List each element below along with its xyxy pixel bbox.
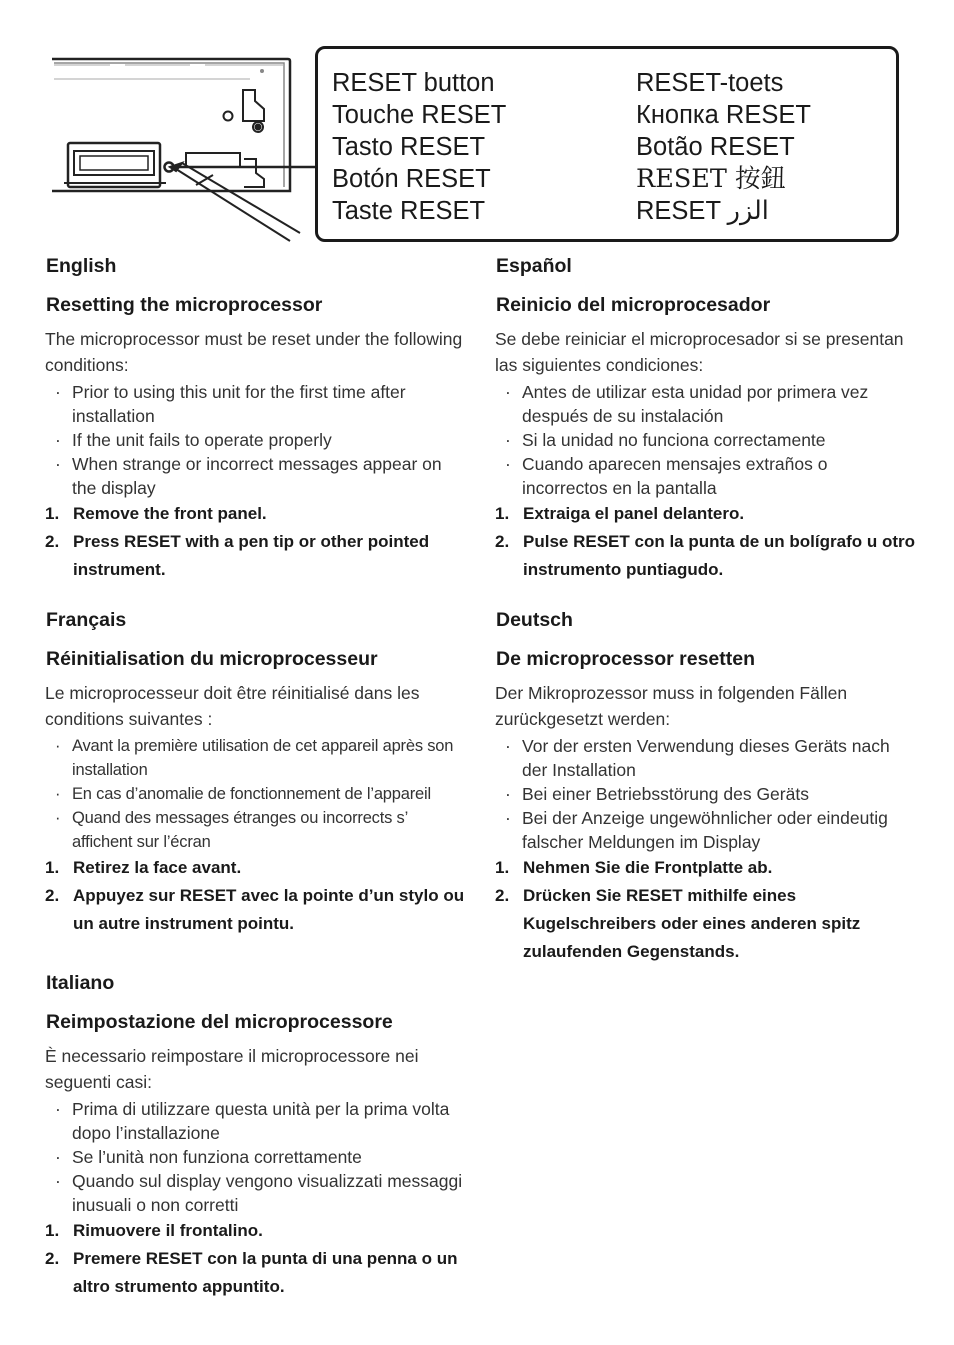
list-item: · Prima di utilizzare questa unità per la prima volta dopo l’installazione — [45, 1097, 465, 1145]
label-reset-button-de: Taste RESET — [332, 197, 486, 225]
reset-label-box — [315, 46, 899, 242]
step-text-pre: Appuyez sur — [73, 886, 180, 905]
condition-list — [495, 734, 915, 854]
step-item — [45, 500, 465, 528]
step-text-post: con la punta di una penna o un altro strumento appuntito. — [73, 1249, 458, 1296]
step-text: Remove the front panel. — [73, 504, 267, 523]
list-item: · Cuando aparecen mensajes extraños o incorrectos en la pantalla — [495, 452, 915, 500]
section-language: Español — [496, 255, 572, 277]
step-keyword: RESET — [179, 886, 237, 905]
condition-list — [45, 380, 465, 500]
list-item: · En cas d’anomalie de fonctionnement de l’appareil — [45, 782, 465, 806]
step-item — [45, 1217, 465, 1245]
label-reset-button-zh: RESET 按鈕 — [636, 164, 787, 194]
step-number: 2. — [495, 532, 510, 551]
step-number: 2. — [495, 886, 510, 905]
list-item: · Quand des messages étranges ou incorrects s’ affichent sur l’écran — [45, 806, 465, 854]
list-item: · Vor der ersten Verwendung dieses Geräts nach der Installation — [495, 734, 915, 782]
condition-list — [495, 380, 915, 500]
list-item: · Prior to using this unit for the first time after installation — [45, 380, 465, 428]
step-text-post: avec la pointe d’un stylo ou un autre instrument pointu. — [73, 886, 465, 933]
section-intro: Se debe reiniciar el microprocesador si se presentan las siguientes condiciones: — [495, 329, 904, 375]
section-francais — [45, 609, 465, 938]
step-number: 1. — [45, 504, 60, 523]
step-text: Nehmen Sie die Frontplatte ab. — [523, 858, 773, 877]
step-keyword: RESET — [145, 1249, 203, 1268]
section-language: Italiano — [46, 972, 115, 994]
step-text-pre: Press — [73, 532, 125, 551]
step-keyword: RESET — [124, 532, 181, 551]
step-item — [45, 528, 465, 584]
section-english — [45, 255, 465, 584]
list-item: · Quando sul display vengono visualizzati messaggi inusuali o non corretti — [45, 1169, 465, 1217]
step-keyword: RESET — [573, 532, 630, 551]
step-item — [495, 500, 915, 528]
step-item — [495, 528, 915, 584]
section-espanol — [495, 255, 915, 584]
step-text-pre: Drücken Sie — [523, 886, 626, 905]
section-heading: Resetting the microprocessor — [46, 294, 323, 316]
condition-list — [45, 1097, 465, 1217]
head-unit-reset-illustration — [50, 55, 318, 245]
label-reset-button-ar: RESET الزر — [636, 197, 769, 225]
labels-left-column — [332, 67, 506, 227]
list-item: · Si la unidad no funciona correctamente — [495, 428, 915, 452]
section-intro: È necessario reimpostare il microprocessore nei seguenti casi: — [45, 1046, 419, 1092]
step-item — [45, 854, 465, 882]
step-text: Retirez la face avant. — [73, 858, 242, 877]
section-heading: Reimpostazione del microprocessore — [46, 1011, 393, 1033]
label-reset-button-es: Botón RESET — [332, 165, 491, 193]
section-language: Deutsch — [496, 609, 573, 631]
step-number: 2. — [45, 886, 60, 905]
label-reset-button-fr: Touche RESET — [332, 101, 507, 129]
label-reset-button-nl: RESET-toets — [636, 69, 784, 97]
list-item: · Antes de utilizar esta unidad por primera vez después de su instalación — [495, 380, 915, 428]
section-language: English — [46, 255, 117, 277]
list-item: · If the unit fails to operate properly — [45, 428, 465, 452]
section-heading: Reinicio del microprocesador — [496, 294, 771, 316]
section-intro: The microprocessor must be reset under the following conditions: — [45, 329, 463, 375]
step-number: 1. — [45, 1221, 60, 1240]
step-list — [45, 1217, 465, 1301]
list-item: · When strange or incorrect messages appear on the display — [45, 452, 465, 500]
section-deutsch — [495, 609, 915, 966]
step-text-post: con la punta de un bolígrafo u otro instrumento puntiagudo. — [523, 532, 915, 579]
step-number: 1. — [495, 858, 510, 877]
list-item: · Avant la première utilisation de cet appareil après son installation — [45, 734, 465, 782]
step-number: 2. — [45, 532, 60, 551]
step-list — [45, 500, 465, 584]
section-intro: Der Mikroprozessor muss in folgenden Fällen zurückgesetzt werden: — [495, 683, 848, 729]
section-italiano — [45, 972, 465, 1301]
step-text-post: mithilfe eines Kugelschreibers oder eines anderen spitz zulaufenden Gegenstands. — [523, 886, 861, 961]
list-item: · Bei der Anzeige ungewöhnlicher oder eindeutig falscher Meldungen im Display — [495, 806, 915, 854]
section-language: Français — [46, 609, 127, 631]
step-number: 1. — [45, 858, 60, 877]
labels-right-column — [636, 67, 811, 227]
condition-list — [45, 734, 465, 854]
section-heading: De microprocessor resetten — [496, 648, 756, 670]
step-keyword: RESET — [626, 886, 683, 905]
step-list — [45, 854, 465, 938]
step-text: Extraiga el panel delantero. — [523, 504, 745, 523]
step-number: 2. — [45, 1249, 60, 1268]
step-item — [45, 882, 465, 938]
step-item — [495, 854, 915, 882]
label-reset-button-it: Tasto RESET — [332, 133, 486, 161]
step-list — [495, 854, 915, 966]
step-text: Rimuovere il frontalino. — [73, 1221, 263, 1240]
label-reset-button-ru: Кнопка RESET — [636, 101, 811, 129]
step-item — [45, 1245, 465, 1301]
list-item: · Bei einer Betriebsstörung des Geräts — [495, 782, 915, 806]
section-intro: Le microprocesseur doit être réinitialisé dans les conditions suivantes : — [45, 683, 420, 729]
step-list — [495, 500, 915, 584]
label-reset-button-en: RESET button — [332, 69, 495, 97]
label-reset-button-pt: Botão RESET — [636, 133, 795, 161]
section-heading: Réinitialisation du microprocesseur — [46, 648, 378, 670]
step-text-pre: Pulse — [523, 532, 574, 551]
list-item: · Se l’unità non funziona correttamente — [45, 1145, 465, 1169]
step-number: 1. — [495, 504, 510, 523]
step-text-post: with a pen tip or other pointed instrument. — [73, 532, 430, 579]
step-text-pre: Premere — [73, 1249, 146, 1268]
step-item — [495, 882, 915, 966]
